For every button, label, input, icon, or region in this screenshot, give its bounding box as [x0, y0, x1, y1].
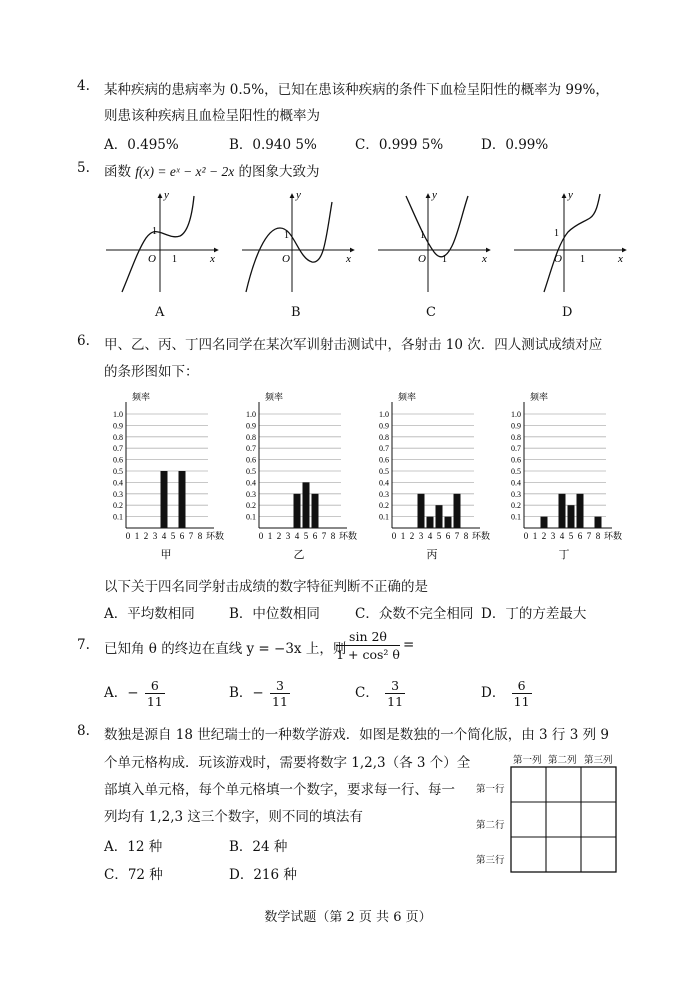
q4-line2: 则患该种疾病且血检呈阳性的概率为	[104, 108, 320, 124]
y-tick-label: 0.5	[113, 467, 123, 476]
y-tick-label: 1.0	[379, 410, 389, 419]
x-tick-label: 8	[463, 531, 469, 541]
q5-function: f(x) = eˣ − x² − 2x	[135, 164, 235, 179]
x-tick-label: 3	[418, 531, 424, 541]
graph-c-origin: O	[418, 253, 426, 265]
q7-fraction	[336, 629, 400, 662]
chart-title: 甲	[160, 549, 172, 561]
y-tick-label: 0.7	[379, 444, 389, 454]
q8-line1: 数独是源自 18 世纪瑞士的一种数学游戏．如图是数独的一个简化版，由 3 行 3 列 9	[104, 727, 609, 743]
q5-prefix: 函数	[104, 164, 131, 180]
graph-b-origin: O	[282, 253, 290, 265]
y-tick-label: 0.5	[246, 467, 256, 476]
graph-a-y-one: 1	[152, 226, 157, 237]
y-tick-label: 0.7	[246, 444, 256, 454]
q7-option-b-den: 11	[272, 694, 288, 709]
x-tick-label: 7	[188, 531, 194, 541]
q7-option-a-label: A．	[104, 685, 128, 701]
x-tick-label: 2	[143, 531, 149, 541]
x-axis-label: 环数	[472, 531, 491, 541]
q7-option-c-label: C．	[355, 685, 379, 701]
q8-option-a: A．12 种	[104, 839, 163, 855]
q7-option-d-label: D．	[481, 685, 506, 701]
x-tick-label: 5	[303, 531, 309, 541]
graph-b-y-one: 1	[284, 230, 289, 241]
y-tick-label: 0.5	[379, 467, 389, 476]
bar	[418, 494, 425, 528]
q7-stem: 已知角 θ 的终边在直线 y = −3x 上，则	[104, 641, 347, 657]
y-tick-label: 0.3	[113, 489, 123, 499]
q7-option-d	[481, 678, 532, 709]
graph-d-y-one: 1	[554, 228, 559, 239]
bar	[568, 505, 575, 528]
x-axis-label: 环数	[206, 531, 225, 541]
y-tick-label: 0.7	[511, 444, 521, 454]
graph-a-x-one: 1	[172, 254, 177, 265]
q5-suffix: 的图象大致为	[238, 164, 320, 180]
q7-option-b	[229, 678, 290, 709]
x-tick-label: 2	[541, 531, 547, 541]
q7-option-a	[104, 678, 165, 709]
q7-option-d-num: 6	[512, 678, 532, 694]
y-tick-label: 0.4	[511, 478, 521, 488]
chart-jia	[113, 391, 224, 561]
x-tick-label: 1	[532, 531, 538, 541]
x-tick-label: 3	[152, 531, 158, 541]
y-tick-label: 0.1	[246, 512, 256, 522]
q6-option-b: B．中位数相同	[229, 606, 320, 622]
bar	[427, 517, 434, 528]
bar	[577, 494, 584, 528]
bar	[559, 494, 566, 528]
graph-a-caption: A	[155, 305, 165, 320]
x-tick-label: 2	[276, 531, 282, 541]
x-tick-label: 0	[125, 531, 131, 541]
chart-title: 乙	[293, 549, 305, 561]
x-tick-label: 3	[550, 531, 556, 541]
bar	[179, 471, 186, 528]
q5-graphs	[100, 188, 630, 298]
x-tick-label: 1	[134, 531, 140, 541]
chart-bing	[379, 391, 490, 561]
y-tick-label: 0.6	[113, 455, 123, 465]
y-tick-label: 0.6	[246, 455, 256, 465]
q7-frac-den: 1 + cos² θ	[336, 647, 400, 662]
y-tick-label: 0.4	[113, 478, 123, 488]
x-tick-label: 5	[436, 531, 442, 541]
graph-d	[514, 189, 626, 292]
graph-a-x-label: x	[210, 253, 215, 265]
bar	[294, 494, 301, 528]
graph-c-y-one: 1	[420, 230, 425, 241]
graph-d-caption: D	[562, 305, 573, 320]
grid-col-header-2: 第二列	[548, 755, 577, 766]
x-tick-label: 0	[523, 531, 529, 541]
y-tick-label: 0.7	[113, 444, 123, 454]
q8-option-d: D．216 种	[229, 867, 297, 883]
graph-d-x-one: 1	[580, 254, 585, 265]
page-footer: 数学试题（第 2 页 共 6 页）	[264, 910, 432, 925]
x-tick-label: 8	[330, 531, 336, 541]
y-tick-label: 0.1	[511, 512, 521, 522]
y-tick-label: 0.1	[379, 512, 389, 522]
q6-bar-charts	[100, 388, 630, 566]
q6-line2: 的条形图如下：	[104, 364, 199, 380]
graph-d-y-label: y	[568, 189, 573, 201]
bar	[541, 517, 548, 528]
q4-option-c: C．0.999 5%	[355, 137, 444, 153]
q7-equals: =	[403, 637, 415, 653]
q7-option-a-sign: −	[127, 685, 139, 701]
graph-d-x-label: x	[618, 253, 623, 265]
q8-line4: 列均有 1,2,3 这三个数字，则不同的填法有	[104, 809, 363, 825]
x-tick-label: 5	[170, 531, 176, 541]
x-tick-label: 6	[312, 531, 318, 541]
q4-option-b: B．0.940 5%	[229, 137, 317, 153]
x-tick-label: 4	[294, 531, 300, 541]
grid-row-header-1: 第一行	[476, 784, 505, 795]
y-tick-label: 0.3	[511, 489, 521, 499]
bar	[436, 505, 443, 528]
q6-line1: 甲、乙、丙、丁四名同学在某次军训射击测试中，各射击 10 次．四人测试成绩对应	[104, 337, 603, 353]
q7-number: 7.	[77, 637, 90, 653]
bar	[445, 517, 452, 528]
q7-option-b-label: B．	[229, 685, 253, 701]
x-tick-label: 3	[285, 531, 291, 541]
q7-option-c-num: 3	[385, 678, 405, 694]
y-tick-label: 1.0	[246, 410, 256, 419]
q5-number: 5.	[77, 160, 90, 176]
q6-option-c: C．众数不完全相同	[355, 606, 474, 622]
q7-option-a-num: 6	[145, 678, 165, 694]
x-tick-label: 2	[409, 531, 415, 541]
x-tick-label: 4	[559, 531, 565, 541]
chart-title: 丙	[426, 549, 438, 561]
y-tick-label: 0.3	[246, 489, 256, 499]
q7-option-d-den: 11	[513, 694, 530, 709]
q7-option-c	[355, 678, 405, 709]
graph-c-x-one: 1	[442, 254, 447, 265]
q6-option-a: A．平均数相同	[104, 606, 195, 622]
q8-option-c: C．72 种	[104, 867, 163, 883]
bar	[303, 482, 310, 528]
chart-yi	[246, 391, 357, 561]
graph-b-y-label: y	[296, 189, 301, 201]
x-tick-label: 4	[161, 531, 167, 541]
y-tick-label: 0.9	[246, 421, 256, 431]
y-axis-label: 频率	[530, 392, 549, 402]
y-tick-label: 0.5	[511, 467, 521, 476]
grid-row-header-2: 第二行	[476, 820, 505, 831]
graph-b	[242, 189, 354, 292]
q5-stem	[104, 160, 320, 180]
y-tick-label: 0.1	[113, 512, 123, 522]
x-axis-label: 环数	[604, 531, 623, 541]
graph-d-origin: O	[554, 253, 562, 265]
q7-option-a-den: 11	[146, 694, 163, 709]
y-tick-label: 0.6	[511, 455, 521, 465]
x-tick-label: 7	[586, 531, 592, 541]
y-tick-label: 0.4	[246, 478, 256, 488]
y-tick-label: 0.8	[113, 432, 123, 442]
bar	[454, 494, 461, 528]
y-tick-label: 1.0	[511, 410, 521, 419]
q4-line1: 某种疾病的患病率为 0.5%，已知在患该种疾病的条件下血检呈阳性的概率为 99%，	[104, 82, 609, 98]
y-tick-label: 0.3	[379, 489, 389, 499]
graph-c-caption: C	[426, 305, 436, 320]
x-tick-label: 6	[445, 531, 451, 541]
graph-c-y-label: y	[432, 189, 437, 201]
y-tick-label: 0.6	[379, 455, 389, 465]
grid-row-header-3: 第三行	[476, 855, 505, 866]
q8-option-b: B．24 种	[229, 839, 288, 855]
x-tick-label: 6	[179, 531, 185, 541]
chart-title: 丁	[558, 549, 570, 561]
bar	[312, 494, 319, 528]
x-tick-label: 0	[258, 531, 264, 541]
q4-option-a: A．0.495%	[104, 137, 179, 153]
q4-option-d: D．0.99%	[481, 137, 549, 153]
y-axis-label: 频率	[132, 392, 151, 402]
graph-a-y-label: y	[164, 189, 169, 201]
q7-frac-num: sin 2θ	[336, 629, 400, 646]
q6-stem2: 以下关于四名同学射击成绩的数字特征判断不正确的是	[104, 579, 428, 595]
x-tick-label: 1	[400, 531, 406, 541]
y-tick-label: 0.9	[113, 421, 123, 431]
x-tick-label: 7	[454, 531, 460, 541]
x-tick-label: 1	[267, 531, 273, 541]
bar	[161, 471, 168, 528]
y-tick-label: 0.8	[379, 432, 389, 442]
q8-line2: 个单元格构成．玩该游戏时，需要将数字 1,2,3（各 3 个）全	[104, 755, 471, 771]
y-axis-label: 频率	[398, 392, 417, 402]
q7-option-c-den: 11	[387, 694, 404, 709]
y-axis-label: 频率	[265, 392, 284, 402]
x-tick-label: 6	[577, 531, 583, 541]
y-tick-label: 0.8	[246, 432, 256, 442]
q7-option-b-num: 3	[270, 678, 290, 694]
grid-col-header-1: 第一列	[513, 755, 542, 766]
x-tick-label: 8	[197, 531, 203, 541]
y-tick-label: 0.4	[379, 478, 389, 488]
y-tick-label: 0.9	[511, 421, 521, 431]
q8-number: 8.	[77, 723, 90, 739]
graph-a-origin: O	[148, 253, 156, 265]
q7-option-b-sign: −	[252, 685, 264, 701]
q6-number: 6.	[77, 333, 90, 349]
q8-line3: 部填入单元格，每个单元格填一个数字，要求每一行、每一	[104, 782, 455, 798]
y-tick-label: 1.0	[113, 410, 123, 419]
graph-a	[106, 189, 218, 292]
x-tick-label: 8	[595, 531, 601, 541]
x-tick-label: 7	[321, 531, 327, 541]
y-tick-label: 0.2	[113, 501, 123, 511]
x-tick-label: 0	[391, 531, 397, 541]
x-tick-label: 4	[427, 531, 433, 541]
sudoku-grid	[510, 766, 618, 874]
y-tick-label: 0.8	[511, 432, 521, 442]
q4-number: 4.	[77, 78, 90, 94]
x-axis-label: 环数	[339, 531, 358, 541]
chart-ding	[511, 391, 622, 561]
graph-c	[378, 189, 490, 292]
y-tick-label: 0.9	[379, 421, 389, 431]
grid-col-header-3: 第三列	[584, 755, 613, 766]
q6-option-d: D．丁的方差最大	[481, 606, 587, 622]
y-tick-label: 0.2	[511, 501, 521, 511]
graph-b-caption: B	[291, 305, 301, 320]
x-tick-label: 5	[568, 531, 574, 541]
graph-c-x-label: x	[482, 253, 487, 265]
y-tick-label: 0.2	[246, 501, 256, 511]
graph-b-x-label: x	[346, 253, 351, 265]
y-tick-label: 0.2	[379, 501, 389, 511]
bar	[595, 517, 602, 528]
